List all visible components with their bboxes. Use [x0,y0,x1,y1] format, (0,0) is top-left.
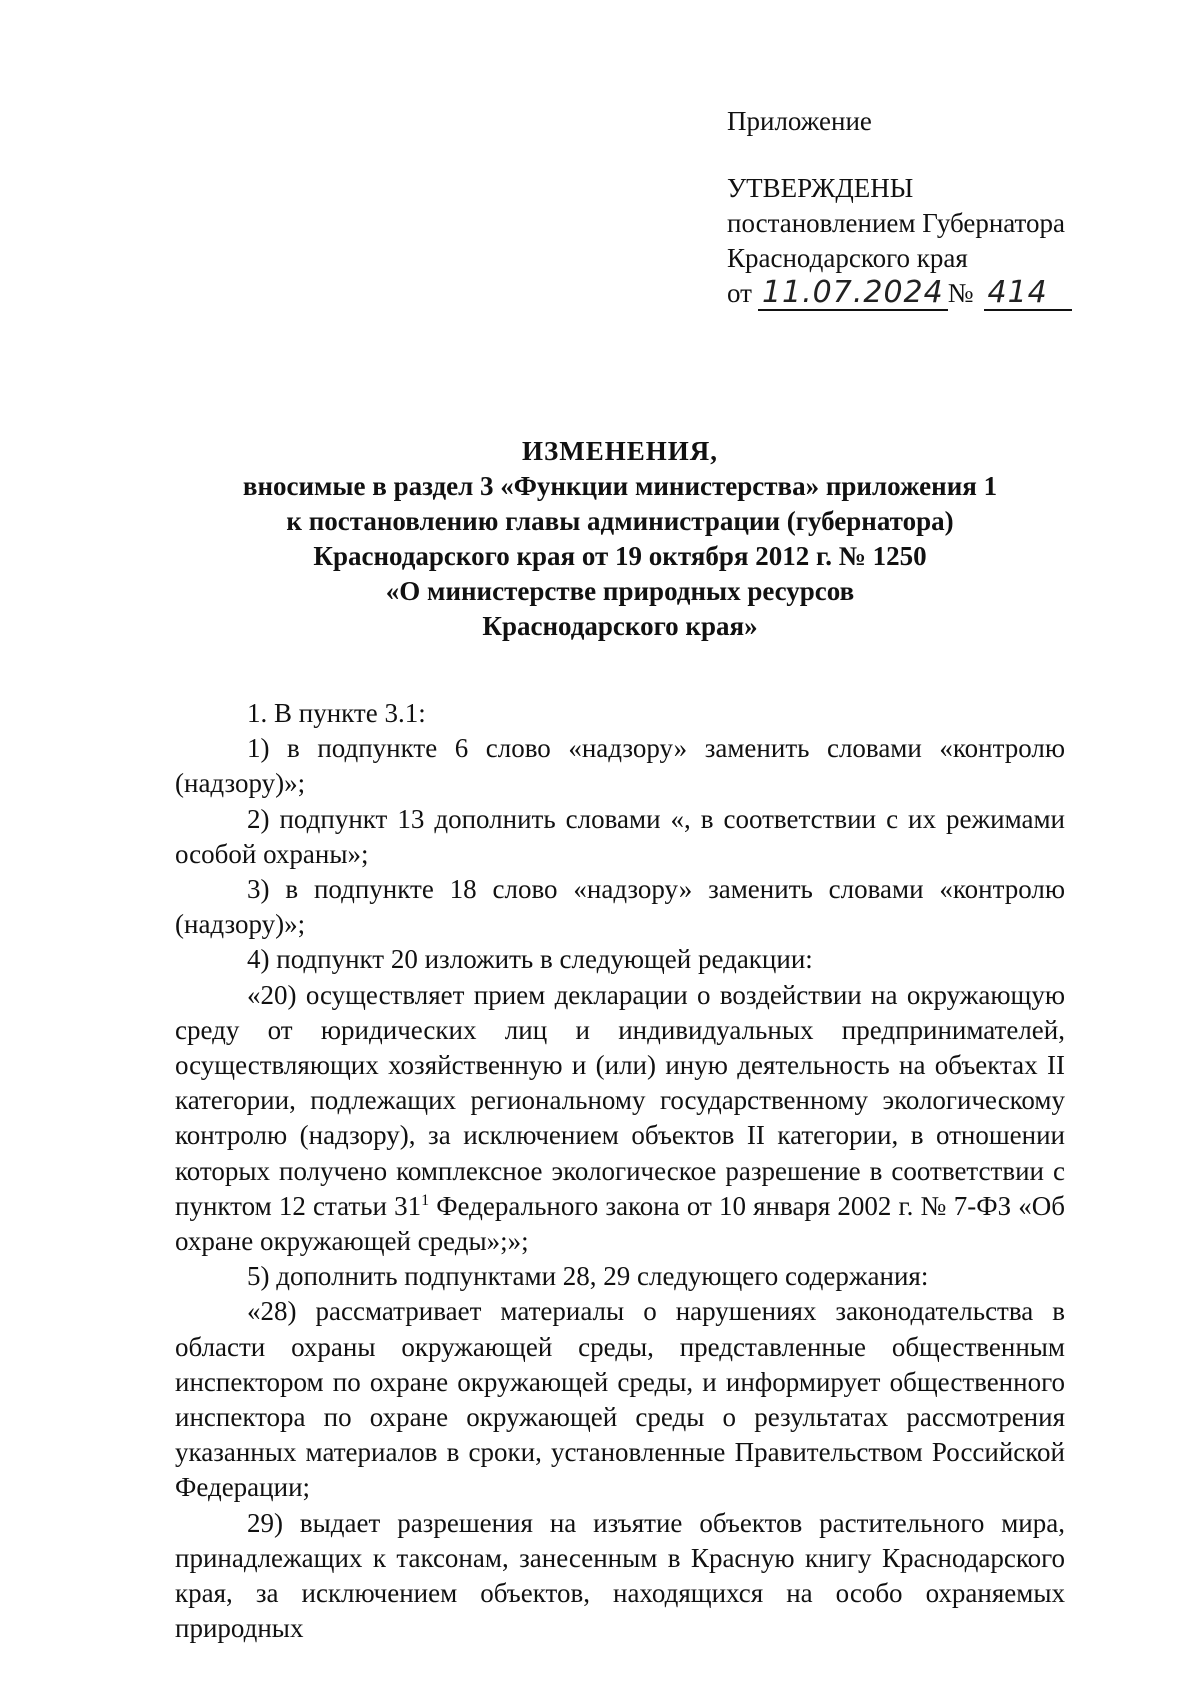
paragraph-8: «28) рассматривает материалы о нарушениях законодательства в области охраны окружающей среды, представленные общественным инспектором по охране окружающей среды, и информирует общественного инспектора по охране окружающей среды о результатах рассмотрения указанных материалов в сроки, установленные Правительством Российской Федерации; [175,1296,1065,1503]
document-body [175,696,1065,1646]
paragraph-9: 29) выдает разрешения на изъятие объектов растительного мира, принадлежащих к таксонам, занесенным в Красную книгу Краснодарского края, за исключением объектов, находящихся на особо охраняемых природных [175,1507,1065,1644]
paragraph-4: 3) в подпункте 18 слово «надзору» заменить словами «контролю (надзору)»; [175,874,1065,940]
paragraph-6-text: «20) осуществляет прием декларации о воздействии на окружающую среду от юридических лиц и индивидуальных предпринимателей, осуществляющих хозяйственную и (или) иную деятельность на объектах II категории, подлежащих региональному государственному экологическому контролю (надзору), за исключением объектов II категории, в отношении которых получено комплексное экологическое разрешение в соответствии с пунктом 12 статьи 31 [175,979,1065,1221]
from-label: от [727,278,752,308]
paragraph-6-text-end: Федерального закона от 10 января 2002 г. № 7-ФЗ «Об охране окружающей среды»;»; [175,1190,1065,1257]
document-title [175,434,1065,644]
title-line-1: вносимые в раздел 3 «Функции министерства» приложения 1 [242,471,998,501]
handwritten-date: 11.07.2024 [758,277,948,311]
paragraph-2: 1) в подпункте 6 слово «надзору» заменить словами «контролю (надзору)»; [175,733,1065,799]
superscript: 1 [421,1191,430,1209]
paragraph-5: 4) подпункт 20 изложить в следующей редакции: [247,944,813,975]
approval-line-1: постановлением Губернатора [727,208,1065,238]
paragraph-3: 2) подпункт 13 дополнить словами «, в соответствии с их режимами особой охраны»; [175,803,1065,869]
title-main: ИЗМЕНЕНИЯ, [521,436,718,466]
paragraph-7: 5) дополнить подпунктами 28, 29 следующего содержания: [247,1261,929,1292]
approval-block [727,104,1072,311]
title-line-5: Краснодарского края» [482,611,758,641]
date-number-row [727,276,1072,311]
number-label: № [947,278,974,308]
handwritten-number: 414 [984,277,1072,311]
paragraph-6 [175,978,1065,1260]
approved-label: УТВЕРЖДЕНЫ [727,173,914,203]
approval-line-2: Краснодарского края [727,243,968,273]
appendix-label: Приложение [727,106,872,136]
title-line-4: «О министерстве природных ресурсов [385,576,855,606]
title-line-3: Краснодарского края от 19 октября 2012 г. № 1250 [313,541,927,571]
title-line-2: к постановлению главы администрации (губернатора) [286,506,954,536]
paragraph-1: 1. В пункте 3.1: [247,698,426,728]
